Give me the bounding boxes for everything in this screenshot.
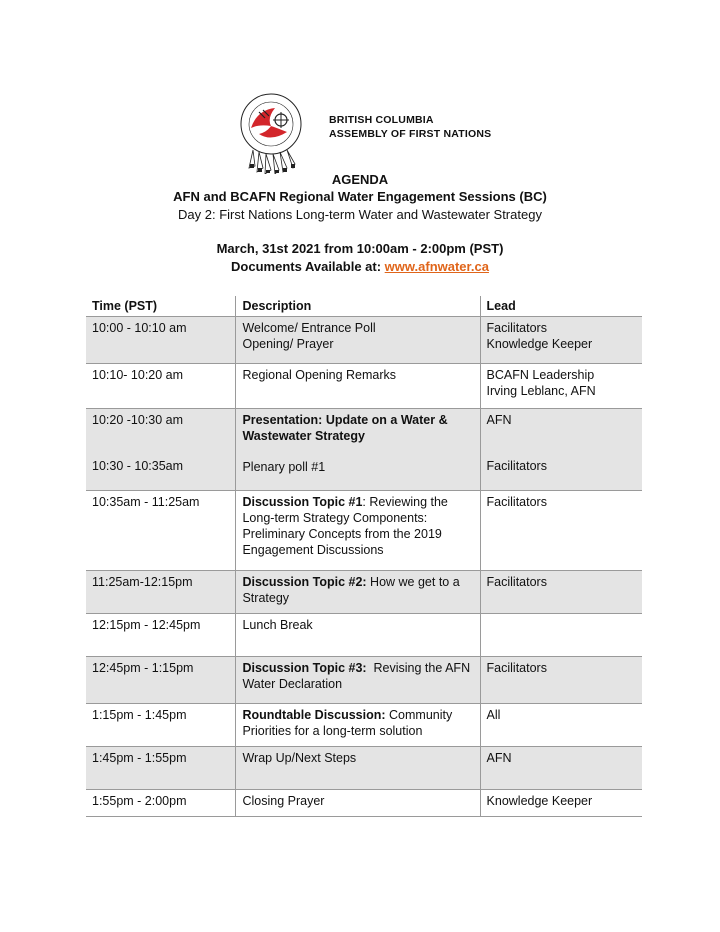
lead-cell: Facilitators Knowledge Keeper bbox=[480, 317, 642, 364]
lead-cell: Facilitators bbox=[480, 657, 642, 704]
session-date: March, 31st 2021 from 10:00am - 2:00pm (PST) bbox=[216, 241, 504, 256]
table-row bbox=[86, 317, 642, 364]
description-cell: Roundtable Discussion: Community Priorities for a long-term solution bbox=[236, 704, 480, 747]
table-row bbox=[86, 364, 642, 409]
title-block bbox=[0, 171, 720, 224]
lead-cell: All bbox=[480, 704, 642, 747]
lead-cell: AFN Facilitators bbox=[480, 409, 642, 491]
time-cell: 12:15pm - 12:45pm bbox=[86, 614, 236, 657]
lead-cell bbox=[480, 614, 642, 657]
documents-label: Documents Available at: bbox=[231, 259, 385, 274]
description-cell: Discussion Topic #2: How we get to a Strategy bbox=[236, 571, 480, 614]
description-cell: Discussion Topic #3: Revising the AFN Water Declaration bbox=[236, 657, 480, 704]
lead-cell: Facilitators bbox=[480, 571, 642, 614]
time-cell: 1:45pm - 1:55pm bbox=[86, 747, 236, 790]
lead-cell: Facilitators bbox=[480, 491, 642, 571]
day-subtitle: Day 2: First Nations Long-term Water and Wastewater Strategy bbox=[178, 207, 542, 222]
time-cell: 10:35am - 11:25am bbox=[86, 491, 236, 571]
organization-name bbox=[329, 113, 491, 141]
time-cell: 12:45pm - 1:15pm bbox=[86, 657, 236, 704]
time-cell: 11:25am-12:15pm bbox=[86, 571, 236, 614]
description-cell: Regional Opening Remarks bbox=[236, 364, 480, 409]
afnwater-link[interactable]: www.afnwater.ca bbox=[384, 259, 489, 274]
description-cell: Closing Prayer bbox=[236, 790, 480, 817]
date-block bbox=[0, 240, 720, 276]
table-row bbox=[86, 657, 642, 704]
header-time: Time (PST) bbox=[86, 296, 236, 317]
session-subtitle: AFN and BCAFN Regional Water Engagement Sessions (BC) bbox=[173, 189, 547, 204]
org-line-1: BRITISH COLUMBIA bbox=[329, 114, 434, 126]
agenda-table bbox=[86, 296, 642, 817]
description-cell: Welcome/ Entrance Poll Opening/ Prayer bbox=[236, 317, 480, 364]
time-cell: 10:20 -10:30 am 10:30 - 10:35am bbox=[86, 409, 236, 491]
header-lead: Lead bbox=[480, 296, 642, 317]
bcafn-seal-icon bbox=[237, 88, 327, 174]
table-row bbox=[86, 409, 642, 491]
description-cell: Wrap Up/Next Steps bbox=[236, 747, 480, 790]
time-cell: 1:15pm - 1:45pm bbox=[86, 704, 236, 747]
table-row bbox=[86, 614, 642, 657]
table-row bbox=[86, 790, 642, 817]
description-cell: Presentation: Update on a Water & Wastewater Strategy Plenary poll #1 bbox=[236, 409, 480, 491]
description-cell: Lunch Break bbox=[236, 614, 480, 657]
bcafn-logo bbox=[237, 88, 327, 174]
time-cell: 10:00 - 10:10 am bbox=[86, 317, 236, 364]
lead-cell: Knowledge Keeper bbox=[480, 790, 642, 817]
description-cell: Discussion Topic #1: Reviewing the Long-term Strategy Components: Preliminary Concepts from the 2019 Engagement Discussions bbox=[236, 491, 480, 571]
table-row bbox=[86, 491, 642, 571]
org-line-2: ASSEMBLY OF FIRST NATIONS bbox=[329, 128, 492, 140]
time-cell: 1:55pm - 2:00pm bbox=[86, 790, 236, 817]
header-description: Description bbox=[236, 296, 480, 317]
table-row bbox=[86, 704, 642, 747]
lead-cell: BCAFN Leadership Irving Leblanc, AFN bbox=[480, 364, 642, 409]
documents-line bbox=[0, 258, 720, 276]
agenda-title: AGENDA bbox=[331, 172, 389, 187]
time-cell: 10:10- 10:20 am bbox=[86, 364, 236, 409]
table-header-row bbox=[86, 296, 642, 317]
table-row bbox=[86, 747, 642, 790]
table-row bbox=[86, 571, 642, 614]
lead-cell: AFN bbox=[480, 747, 642, 790]
